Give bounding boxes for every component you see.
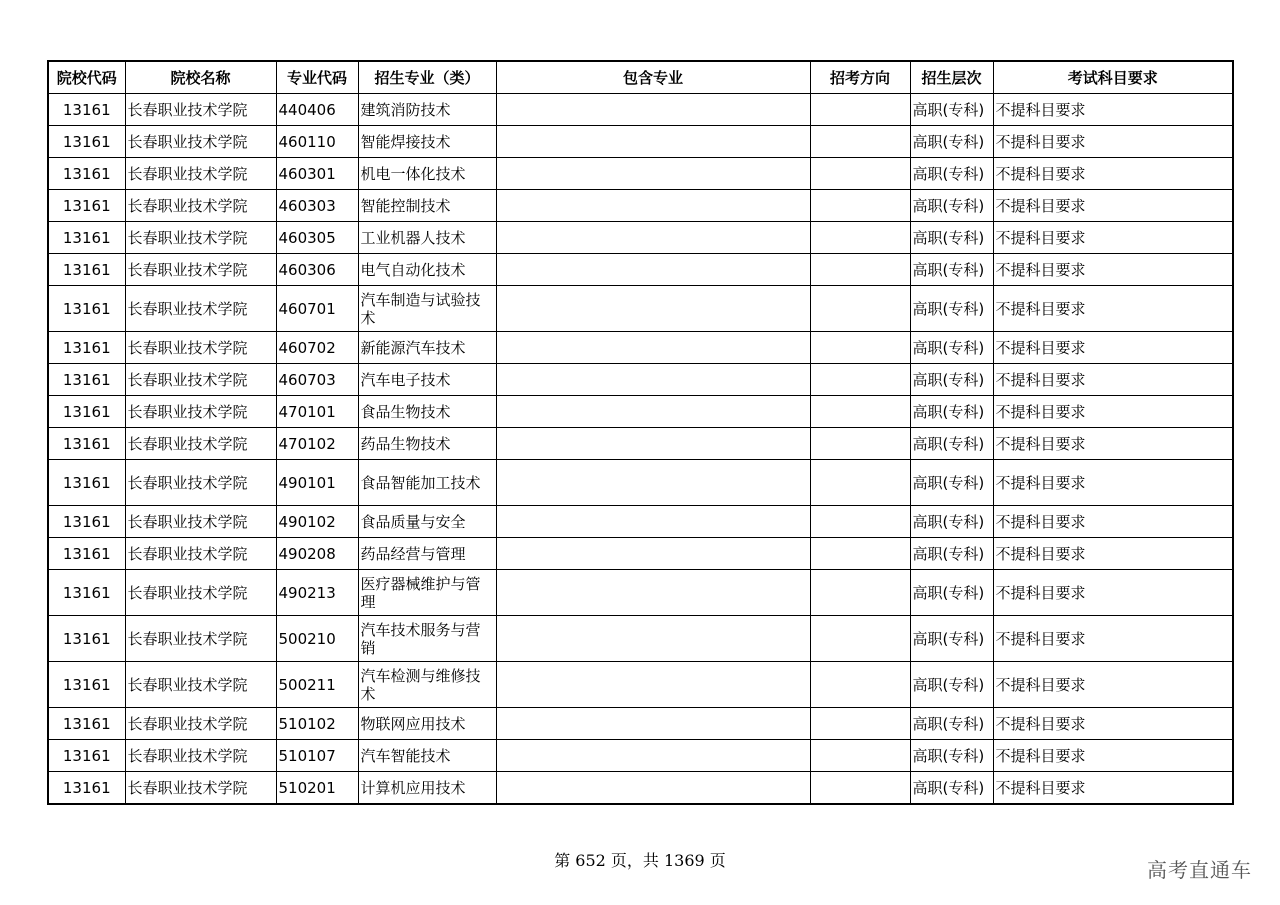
cell-requirement: 不提科目要求 [993, 662, 1233, 708]
cell-major: 机电一体化技术 [358, 158, 496, 190]
cell-school-code: 13161 [48, 222, 125, 254]
table-row [48, 538, 1233, 570]
cell-school-code: 13161 [48, 126, 125, 158]
cell-direction [810, 222, 910, 254]
cell-school-name: 长春职业技术学院 [125, 222, 276, 254]
table-row [48, 222, 1233, 254]
cell-includes [496, 126, 810, 158]
cell-school-code: 13161 [48, 364, 125, 396]
cell-major-code: 490101 [276, 460, 358, 506]
cell-level: 高职(专科) [910, 428, 993, 460]
cell-school-name: 长春职业技术学院 [125, 126, 276, 158]
cell-school-code: 13161 [48, 190, 125, 222]
cell-direction [810, 708, 910, 740]
cell-level: 高职(专科) [910, 332, 993, 364]
cell-direction [810, 286, 910, 332]
cell-school-name: 长春职业技术学院 [125, 332, 276, 364]
cell-school-code: 13161 [48, 396, 125, 428]
cell-school-name: 长春职业技术学院 [125, 94, 276, 126]
cell-direction [810, 126, 910, 158]
header-level: 招生层次 [910, 61, 993, 94]
cell-major: 药品生物技术 [358, 428, 496, 460]
cell-level: 高职(专科) [910, 396, 993, 428]
cell-requirement: 不提科目要求 [993, 570, 1233, 616]
cell-includes [496, 740, 810, 772]
cell-school-code: 13161 [48, 428, 125, 460]
cell-major-code: 470102 [276, 428, 358, 460]
cell-major: 汽车电子技术 [358, 364, 496, 396]
cell-requirement: 不提科目要求 [993, 222, 1233, 254]
cell-major: 汽车智能技术 [358, 740, 496, 772]
cell-level: 高职(专科) [910, 126, 993, 158]
cell-direction [810, 740, 910, 772]
cell-requirement: 不提科目要求 [993, 190, 1233, 222]
cell-major: 食品生物技术 [358, 396, 496, 428]
cell-school-name: 长春职业技术学院 [125, 190, 276, 222]
cell-includes [496, 364, 810, 396]
cell-school-name: 长春职业技术学院 [125, 286, 276, 332]
cell-major-code: 510107 [276, 740, 358, 772]
cell-includes [496, 460, 810, 506]
cell-level: 高职(专科) [910, 616, 993, 662]
cell-school-name: 长春职业技术学院 [125, 772, 276, 805]
cell-includes [496, 222, 810, 254]
header-requirement: 考试科目要求 [993, 61, 1233, 94]
cell-level: 高职(专科) [910, 740, 993, 772]
header-includes: 包含专业 [496, 61, 810, 94]
cell-level: 高职(专科) [910, 286, 993, 332]
cell-requirement: 不提科目要求 [993, 286, 1233, 332]
cell-direction [810, 190, 910, 222]
cell-major: 药品经营与管理 [358, 538, 496, 570]
cell-level: 高职(专科) [910, 772, 993, 805]
cell-school-name: 长春职业技术学院 [125, 158, 276, 190]
header-major: 招生专业（类） [358, 61, 496, 94]
cell-direction [810, 460, 910, 506]
cell-requirement: 不提科目要求 [993, 364, 1233, 396]
cell-school-code: 13161 [48, 158, 125, 190]
cell-school-name: 长春职业技术学院 [125, 740, 276, 772]
cell-level: 高职(专科) [910, 538, 993, 570]
cell-direction [810, 506, 910, 538]
cell-includes [496, 708, 810, 740]
table-row [48, 190, 1233, 222]
cell-requirement: 不提科目要求 [993, 126, 1233, 158]
cell-level: 高职(专科) [910, 190, 993, 222]
cell-school-code: 13161 [48, 662, 125, 708]
cell-direction [810, 396, 910, 428]
page-number: 第 652 页，共 1369 页 [554, 851, 726, 870]
table-row [48, 506, 1233, 538]
cell-includes [496, 190, 810, 222]
table-row [48, 772, 1233, 805]
cell-requirement: 不提科目要求 [993, 506, 1233, 538]
cell-requirement: 不提科目要求 [993, 616, 1233, 662]
cell-requirement: 不提科目要求 [993, 708, 1233, 740]
cell-includes [496, 772, 810, 805]
cell-major-code: 460306 [276, 254, 358, 286]
cell-major: 食品智能加工技术 [358, 460, 496, 506]
cell-major: 智能焊接技术 [358, 126, 496, 158]
cell-requirement: 不提科目要求 [993, 332, 1233, 364]
cell-major: 汽车制造与试验技术 [358, 286, 496, 332]
cell-requirement: 不提科目要求 [993, 254, 1233, 286]
header-direction: 招考方向 [810, 61, 910, 94]
cell-direction [810, 570, 910, 616]
cell-requirement: 不提科目要求 [993, 538, 1233, 570]
cell-school-name: 长春职业技术学院 [125, 538, 276, 570]
cell-direction [810, 616, 910, 662]
cell-school-code: 13161 [48, 616, 125, 662]
table-row [48, 428, 1233, 460]
cell-includes [496, 506, 810, 538]
cell-major-code: 440406 [276, 94, 358, 126]
cell-school-code: 13161 [48, 538, 125, 570]
cell-requirement: 不提科目要求 [993, 396, 1233, 428]
cell-major-code: 460301 [276, 158, 358, 190]
cell-school-name: 长春职业技术学院 [125, 460, 276, 506]
cell-includes [496, 538, 810, 570]
cell-level: 高职(专科) [910, 94, 993, 126]
cell-major-code: 460110 [276, 126, 358, 158]
cell-school-name: 长春职业技术学院 [125, 428, 276, 460]
watermark-text: 高考直通车 [1147, 858, 1252, 882]
table-row [48, 708, 1233, 740]
cell-major: 物联网应用技术 [358, 708, 496, 740]
cell-major-code: 460701 [276, 286, 358, 332]
cell-direction [810, 662, 910, 708]
cell-major-code: 500211 [276, 662, 358, 708]
cell-school-name: 长春职业技术学院 [125, 396, 276, 428]
cell-direction [810, 772, 910, 805]
cell-requirement: 不提科目要求 [993, 740, 1233, 772]
cell-major-code: 500210 [276, 616, 358, 662]
cell-school-name: 长春职业技术学院 [125, 708, 276, 740]
cell-major-code: 490213 [276, 570, 358, 616]
cell-major-code: 460305 [276, 222, 358, 254]
cell-school-name: 长春职业技术学院 [125, 616, 276, 662]
table-row [48, 94, 1233, 126]
cell-includes [496, 254, 810, 286]
table-row [48, 662, 1233, 708]
cell-level: 高职(专科) [910, 662, 993, 708]
cell-school-name: 长春职业技术学院 [125, 254, 276, 286]
cell-level: 高职(专科) [910, 222, 993, 254]
cell-requirement: 不提科目要求 [993, 428, 1233, 460]
cell-level: 高职(专科) [910, 254, 993, 286]
cell-school-code: 13161 [48, 332, 125, 364]
cell-major: 计算机应用技术 [358, 772, 496, 805]
cell-major-code: 510102 [276, 708, 358, 740]
cell-requirement: 不提科目要求 [993, 94, 1233, 126]
header-school-name: 院校名称 [125, 61, 276, 94]
cell-level: 高职(专科) [910, 506, 993, 538]
cell-includes [496, 570, 810, 616]
cell-direction [810, 158, 910, 190]
cell-level: 高职(专科) [910, 158, 993, 190]
table-row [48, 254, 1233, 286]
cell-major: 建筑消防技术 [358, 94, 496, 126]
table-row [48, 126, 1233, 158]
cell-school-code: 13161 [48, 740, 125, 772]
enrollment-table [47, 60, 1234, 805]
cell-major-code: 490208 [276, 538, 358, 570]
cell-school-code: 13161 [48, 94, 125, 126]
header-major-code: 专业代码 [276, 61, 358, 94]
table-row [48, 158, 1233, 190]
cell-includes [496, 158, 810, 190]
cell-major-code: 490102 [276, 506, 358, 538]
table-row [48, 616, 1233, 662]
cell-direction [810, 538, 910, 570]
table-row [48, 570, 1233, 616]
table-body [48, 94, 1233, 805]
cell-school-code: 13161 [48, 772, 125, 805]
cell-school-code: 13161 [48, 460, 125, 506]
cell-includes [496, 616, 810, 662]
cell-direction [810, 428, 910, 460]
table-row [48, 364, 1233, 396]
cell-school-code: 13161 [48, 570, 125, 616]
cell-school-name: 长春职业技术学院 [125, 364, 276, 396]
table-row [48, 460, 1233, 506]
header-row [48, 61, 1233, 94]
cell-direction [810, 364, 910, 396]
cell-major: 食品质量与安全 [358, 506, 496, 538]
cell-major: 医疗器械维护与管理 [358, 570, 496, 616]
cell-school-name: 长春职业技术学院 [125, 662, 276, 708]
cell-direction [810, 94, 910, 126]
cell-school-code: 13161 [48, 506, 125, 538]
cell-level: 高职(专科) [910, 460, 993, 506]
header-school-code: 院校代码 [48, 61, 125, 94]
table-row [48, 740, 1233, 772]
cell-level: 高职(专科) [910, 570, 993, 616]
cell-includes [496, 332, 810, 364]
cell-major: 新能源汽车技术 [358, 332, 496, 364]
cell-requirement: 不提科目要求 [993, 460, 1233, 506]
cell-includes [496, 396, 810, 428]
cell-major-code: 470101 [276, 396, 358, 428]
cell-school-name: 长春职业技术学院 [125, 506, 276, 538]
cell-major: 汽车检测与维修技术 [358, 662, 496, 708]
cell-major-code: 510201 [276, 772, 358, 805]
cell-direction [810, 254, 910, 286]
cell-includes [496, 94, 810, 126]
cell-school-name: 长春职业技术学院 [125, 570, 276, 616]
cell-requirement: 不提科目要求 [993, 772, 1233, 805]
cell-includes [496, 662, 810, 708]
cell-major-code: 460703 [276, 364, 358, 396]
cell-major: 工业机器人技术 [358, 222, 496, 254]
cell-school-code: 13161 [48, 286, 125, 332]
cell-school-code: 13161 [48, 708, 125, 740]
cell-school-code: 13161 [48, 254, 125, 286]
table-row [48, 332, 1233, 364]
cell-major-code: 460303 [276, 190, 358, 222]
table-row [48, 286, 1233, 332]
cell-direction [810, 332, 910, 364]
cell-major: 汽车技术服务与营销 [358, 616, 496, 662]
cell-includes [496, 286, 810, 332]
cell-level: 高职(专科) [910, 708, 993, 740]
cell-major-code: 460702 [276, 332, 358, 364]
cell-major: 智能控制技术 [358, 190, 496, 222]
table-row [48, 396, 1233, 428]
cell-requirement: 不提科目要求 [993, 158, 1233, 190]
cell-major: 电气自动化技术 [358, 254, 496, 286]
cell-includes [496, 428, 810, 460]
cell-level: 高职(专科) [910, 364, 993, 396]
